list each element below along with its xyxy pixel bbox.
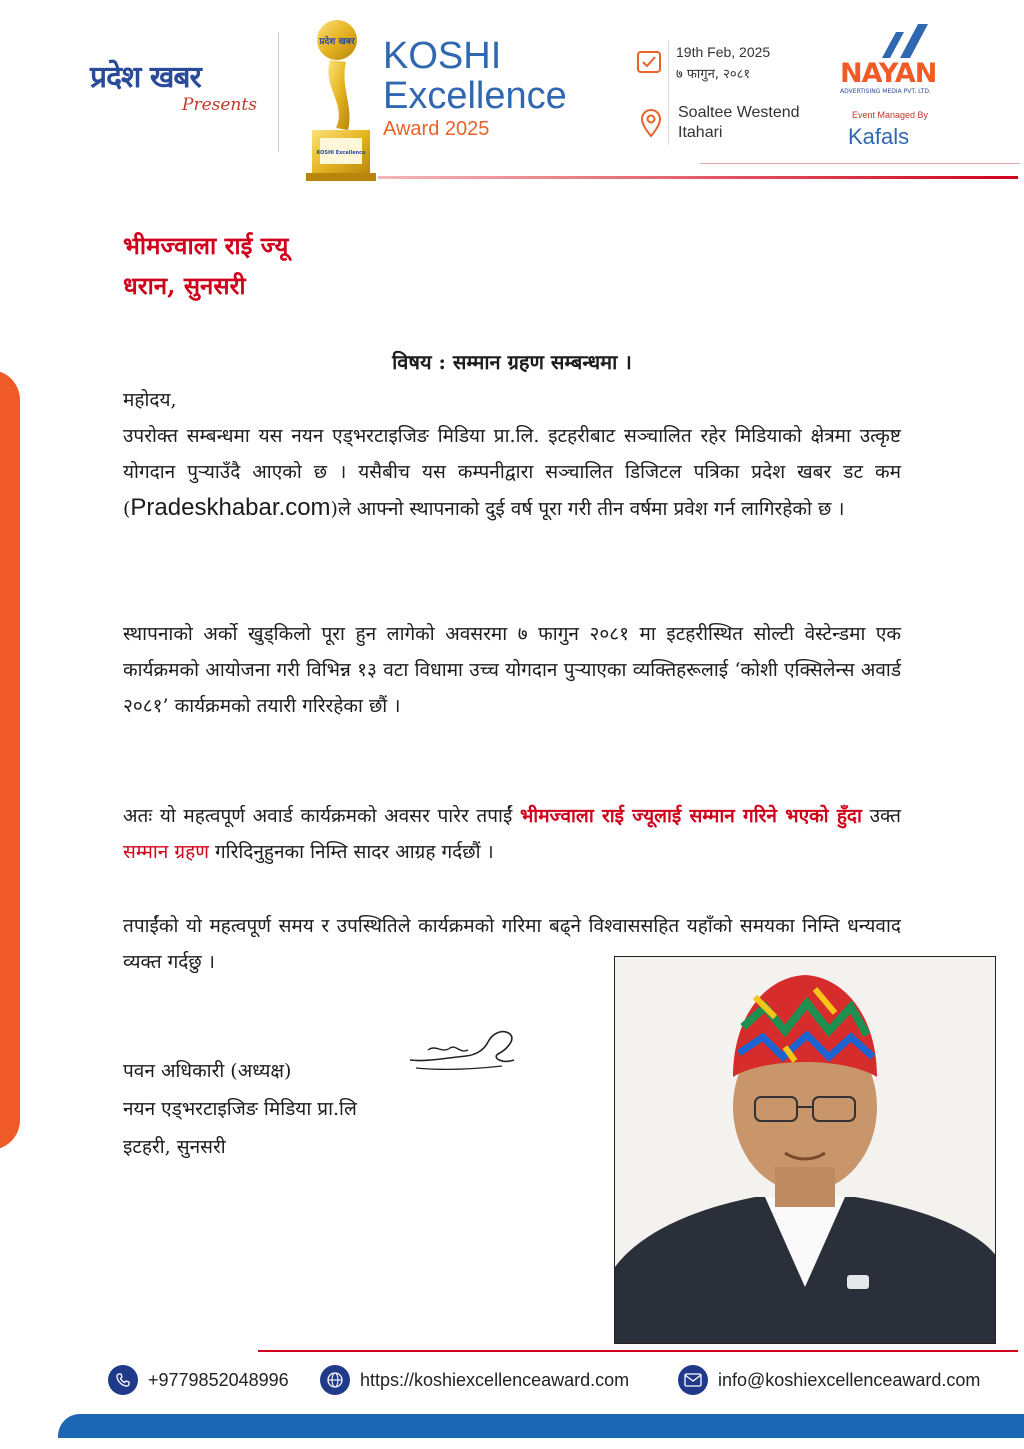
honoree-photo xyxy=(614,956,996,1344)
paragraph-3 xyxy=(123,798,901,870)
presents-label: Presents xyxy=(182,95,257,115)
event-venue-line2: Itahari xyxy=(678,124,723,141)
event-date-np: ७ फागुन, २०८१ xyxy=(676,67,751,82)
header-divider xyxy=(278,32,279,152)
publisher-logo-text: प्रदेश खबर xyxy=(90,60,201,95)
paragraph-3-text-a: अतः यो महत्वपूर्ण अवार्ड कार्यक्रमको अवसर पारेर तपाईं xyxy=(123,805,520,827)
managed-by-label: Event Managed By xyxy=(852,110,929,120)
website-link[interactable]: https://koshiexcellenceaward.com xyxy=(360,1369,630,1390)
phone-number: +9779852048996 xyxy=(148,1369,289,1390)
signatory-company: नयन एड्भरटाइजिङ मिडिया प्रा.लि xyxy=(123,1098,357,1120)
signature-image xyxy=(406,1020,526,1090)
website-inline: Pradeskhabar.com xyxy=(130,494,331,521)
event-title-line1: KOSHI xyxy=(383,35,502,77)
letterhead xyxy=(0,0,1024,190)
trophy-plaque: KOSHI Excellence xyxy=(316,150,366,156)
globe-icon xyxy=(320,1365,350,1395)
contact-footer xyxy=(108,1365,1008,1399)
letter-subject: विषय : सम्मान ग्रहण सम्बन्धमा । xyxy=(392,350,632,374)
event-title-line2: Excellence xyxy=(383,75,567,117)
organizer-name: NAYAN xyxy=(840,58,937,89)
manager-logo-text: Kafals xyxy=(848,124,910,149)
honor-acceptance-highlight: सम्मान ग्रहण xyxy=(123,841,209,863)
calendar-check-icon xyxy=(636,48,662,74)
signatory-address: इटहरी, सुनसरी xyxy=(123,1136,226,1158)
email-link[interactable]: info@koshiexcellenceaward.com xyxy=(718,1369,981,1390)
paragraph-4: तपाईंको यो महत्वपूर्ण समय र उपस्थितिले कार्यक्रमको गरिमा बढ्ने विश्वाससहित यहाँको समयका निम्ति धन्यवाद व्यक्त गर्दछु । xyxy=(123,915,901,973)
footer-email[interactable] xyxy=(678,1365,980,1395)
header-rule-thin xyxy=(700,163,1020,164)
mail-icon xyxy=(678,1365,708,1395)
recipient-name: भीमज्वाला राई ज्यू xyxy=(123,231,289,260)
event-date-en: 19th Feb, 2025 xyxy=(676,44,771,60)
paragraph-1-text-b: )ले आफ्नो स्थापनाको दुई वर्ष पूरा गरी तीन वर्षमा प्रवेश गर्न लागिरहेको छ । xyxy=(330,498,845,520)
event-title-line3: Award 2025 xyxy=(383,118,490,140)
footer-phone[interactable] xyxy=(108,1365,289,1395)
pradesh-khabar-logo xyxy=(90,55,260,125)
trophy-label: प्रदेश खबर xyxy=(319,37,355,47)
event-venue-line1: Soaltee Westend xyxy=(678,104,800,121)
paragraph-2: स्थापनाको अर्को खुड्किलो पूरा हुन लागेको अवसरमा ७ फागुन २०८१ मा इटहरीस्थित सोल्टी वेस्टेन्डमा एक कार्यक्रमको आयोजना गरी विभिन्न १३ वटा विधामा उच्च योगदान पुऱ्याएका व्यक्तिहरूलाई ‘कोशी एक्सिलेन्स अवार्ड २०८१’ कार्यक्रमको तयारी गरिरहेका छौं । xyxy=(123,623,901,717)
footer-rule xyxy=(258,1350,1018,1352)
trophy-icon xyxy=(292,18,387,183)
paragraph-1-text-a: उपरोक्त सम्बन्धमा यस नयन एड्भरटाइजिङ मिडिया प्रा.लि. इटहरीबाट सञ्चालित रहेर मिडियाको क्षेत्रमा उत्कृष्ट योगदान पुऱ्याउँदै आएको छ । यसैबीच यस कम्पनीद्वारा सञ्चालित डिजिटल पत्रिका प्रदेश खबर डट कम ( xyxy=(123,425,901,520)
footer-website[interactable] xyxy=(320,1365,629,1395)
footer-bar xyxy=(58,1414,1024,1438)
honoree-portrait-icon xyxy=(615,957,996,1344)
phone-icon xyxy=(108,1365,138,1395)
paragraph-3-text-c: गरिदिनुहुनका निम्ति सादर आग्रह गर्दछौं । xyxy=(208,841,494,863)
salutation: महोदय, xyxy=(123,389,177,411)
info-divider xyxy=(668,40,669,145)
nayan-logo xyxy=(838,22,958,102)
location-pin-icon xyxy=(640,108,662,138)
nayan-mark-icon xyxy=(838,22,958,62)
recipient-block xyxy=(123,226,288,306)
organizer-subtitle: ADVERTISING MEDIA PVT. LTD. xyxy=(840,88,931,95)
header-rule xyxy=(378,176,1018,179)
signatory-block xyxy=(123,1052,357,1166)
paragraph-3-text-b: उक्त xyxy=(861,805,902,827)
recipient-address: धरान, सुनसरी xyxy=(123,271,246,300)
side-accent-bar xyxy=(0,370,20,1150)
signatory-name: पवन अधिकारी (अध्यक्ष) xyxy=(123,1060,292,1082)
paragraph-1 xyxy=(123,418,901,527)
honoree-highlight: भीमज्वाला राई ज्यूलाई सम्मान गरिने भएको हुँदा xyxy=(519,805,862,827)
event-title xyxy=(383,36,567,141)
